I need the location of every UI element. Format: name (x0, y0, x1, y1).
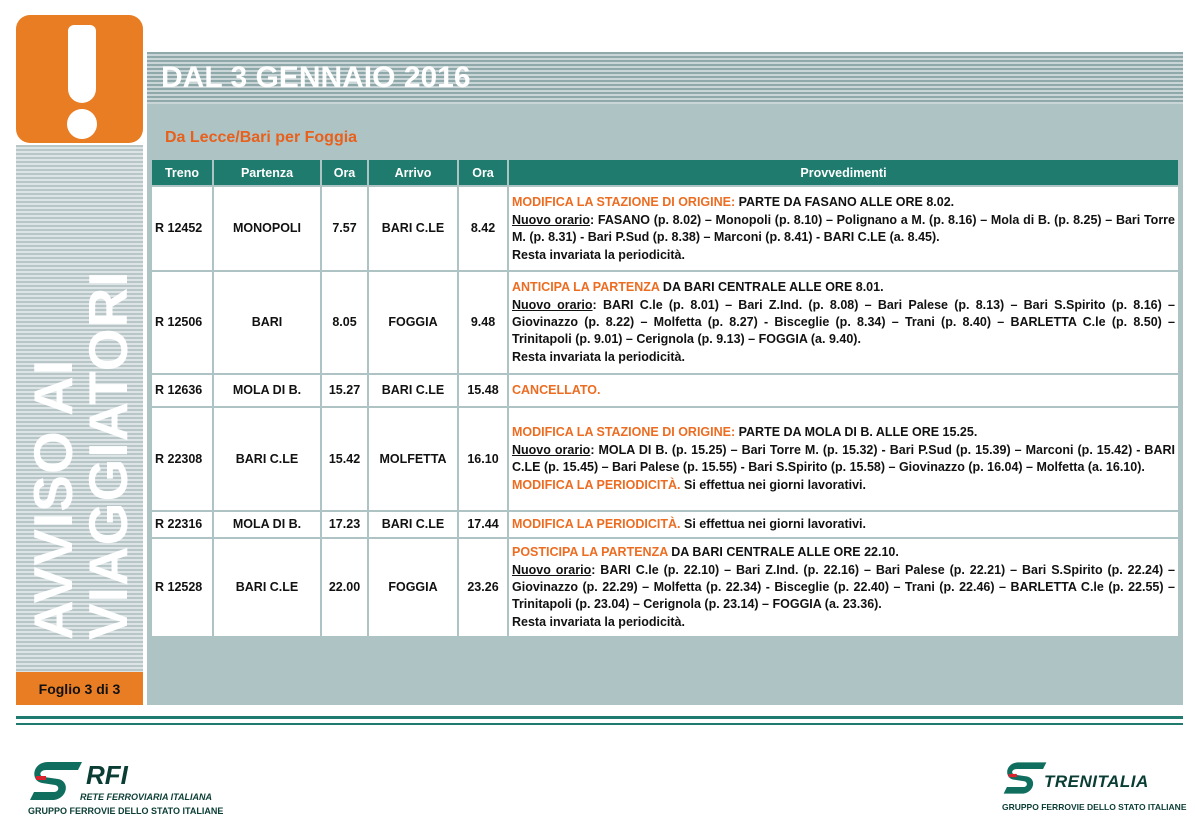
col-treno: Treno (151, 159, 213, 186)
col-arrivo: Arrivo (368, 159, 458, 186)
departure-time: 22.00 (321, 538, 368, 637)
trenitalia-name: TRENITALIA (1044, 772, 1149, 791)
fs-logo-icon (1002, 758, 1048, 798)
rfi-name: RFI (86, 760, 128, 790)
table-header-row (151, 159, 1179, 186)
arrival-station: MOLFETTA (368, 407, 458, 511)
sidebar-vertical-title: AVVISO AI VIAGGIATORI (22, 270, 139, 640)
table-row (151, 374, 1179, 407)
departure-station: BARI C.LE (213, 538, 321, 637)
train-number: R 12636 (151, 374, 213, 407)
rfi-tagline: RETE FERROVIARIA ITALIANA (80, 792, 212, 802)
measures: CANCELLATO. (508, 374, 1179, 407)
timetable (150, 158, 1180, 638)
table-row (151, 186, 1179, 271)
departure-time: 15.42 (321, 407, 368, 511)
departure-station: BARI (213, 271, 321, 374)
departure-time: 15.27 (321, 374, 368, 407)
main-panel (147, 104, 1183, 705)
rfi-logo (28, 758, 238, 818)
footer-divider (16, 723, 1183, 725)
train-number: R 22316 (151, 511, 213, 538)
arrival-station: BARI C.LE (368, 374, 458, 407)
train-number: R 12506 (151, 271, 213, 374)
table-row (151, 538, 1179, 637)
trenitalia-logo (998, 758, 1187, 818)
measures: MODIFICA LA PERIODICITÀ. Si effettua nei giorni lavorativi. (508, 511, 1179, 538)
train-number: R 22308 (151, 407, 213, 511)
arrival-time: 15.48 (458, 374, 508, 407)
arrival-station: BARI C.LE (368, 511, 458, 538)
page-title: DAL 3 GENNAIO 2016 (161, 61, 471, 94)
arrival-time: 23.26 (458, 538, 508, 637)
departure-station: MONOPOLI (213, 186, 321, 271)
arrival-time: 9.48 (458, 271, 508, 374)
measures: ANTICIPA LA PARTENZA DA BARI CENTRALE ALLE ORE 8.01. Nuovo orario: BARI C.le (p. 8.01) – Bari Z.Ind. (p. 8.08) – Bari Palese (p. 8.13) – Bari S.Spirito (p. 8.16) – Giovinazzo (p. 8.22) – Molfetta (p. 8.27) - Bisceglie (p. 8.34) – Trani (p. 8.40) – BARLETTA C.le (p. 8.50) – Trinitapoli (p. 9.01) – Cerignola (p. 9.13) – FOGGIA (a. 9.40). Resta invariata la periodicità. (508, 271, 1179, 374)
trenitalia-group: GRUPPO FERROVIE DELLO STATO ITALIANE (1002, 802, 1187, 812)
header-band (147, 52, 1183, 104)
col-provvedimenti: Provvedimenti (508, 159, 1179, 186)
arrival-station: FOGGIA (368, 538, 458, 637)
col-ora-arrivo: Ora (458, 159, 508, 186)
measures: POSTICIPA LA PARTENZA DA BARI CENTRALE ALLE ORE 22.10. Nuovo orario: BARI C.le (p. 22.10) – Bari Z.Ind. (p. 22.16) – Bari Palese (p. 22.21) – Bari S.Spirito (p. 22.24) – Giovinazzo (p. 22.29) – Molfetta (p. 22.34) - Bisceglie (p. 22.40) – Trani (p. 22.46) – BARLETTA C.le (p. 22.55) – Trinitapoli (p. 23.04) – Cerignola (p. 23.14) – FOGGIA (a. 23.36). Resta invariata la periodicità. (508, 538, 1179, 637)
arrival-time: 8.42 (458, 186, 508, 271)
col-ora-partenza: Ora (321, 159, 368, 186)
departure-station: MOLA DI B. (213, 374, 321, 407)
warning-icon (16, 15, 143, 143)
page-label: Foglio 3 di 3 (16, 672, 143, 705)
fs-logo-icon (28, 758, 84, 804)
train-number: R 12528 (151, 538, 213, 637)
departure-time: 7.57 (321, 186, 368, 271)
table-row (151, 407, 1179, 511)
footer-divider (16, 716, 1183, 719)
route-subtitle: Da Lecce/Bari per Foggia (165, 129, 358, 146)
arrival-station: BARI C.LE (368, 186, 458, 271)
col-partenza: Partenza (213, 159, 321, 186)
departure-time: 8.05 (321, 271, 368, 374)
arrival-time: 17.44 (458, 511, 508, 538)
arrival-time: 16.10 (458, 407, 508, 511)
rfi-group: GRUPPO FERROVIE DELLO STATO ITALIANE (28, 806, 224, 816)
table-row (151, 511, 1179, 538)
departure-station: BARI C.LE (213, 407, 321, 511)
departure-time: 17.23 (321, 511, 368, 538)
measures: MODIFICA LA STAZIONE DI ORIGINE: PARTE DA FASANO ALLE ORE 8.02. Nuovo orario: FASANO (p. 8.02) – Monopoli (p. 8.10) – Polignano a M. (p. 8.16) – Mola di B. (p. 8.25) – Bari Torre M. (p. 8.31) - Bari P.Sud (p. 8.38) – Marconi (p. 8.41) - BARI C.LE (a. 8.45). Resta invariata la periodicità. (508, 186, 1179, 271)
table-row (151, 271, 1179, 374)
train-number: R 12452 (151, 186, 213, 271)
departure-station: MOLA DI B. (213, 511, 321, 538)
arrival-station: FOGGIA (368, 271, 458, 374)
measures: MODIFICA LA STAZIONE DI ORIGINE: PARTE DA MOLA DI B. ALLE ORE 15.25. Nuovo orario: MOLA DI B. (p. 15.25) – Bari Torre M. (p. 15.32) - Bari P.Sud (p. 15.39) – Marconi (p. 15.42) - BARI C.LE (p. 15.45) – Bari Palese (p. 15.55) - Bari S.Spirito (p. 15.58) – Giovinazzo (p. 16.04) – Molfetta (a. 16.10). MODIFICA LA PERIODICITÀ. Si effettua nei giorni lavorativi. (508, 407, 1179, 511)
